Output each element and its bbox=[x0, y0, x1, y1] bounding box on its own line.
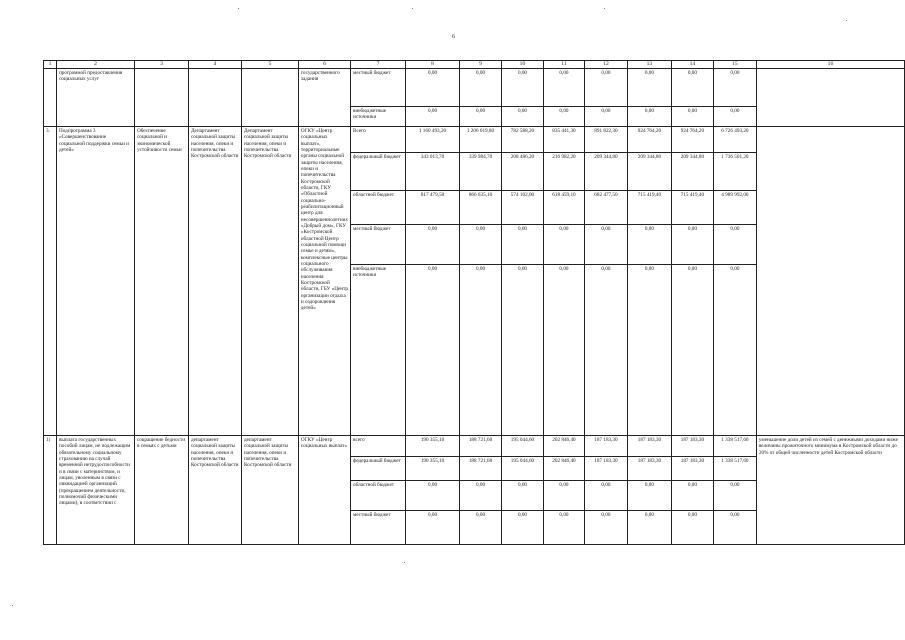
coexecutor-cell bbox=[241, 68, 298, 126]
amount-total-cell: 4 989 992,00 bbox=[713, 190, 756, 224]
event-name-cell: выплата государственных пособий лицам, не подлежащим обязательному социальному страхованию на случай временной нетрудоспособности и в связи с материнством, и лицам, уволенным в связи с ликвидацией организаций (прекращением деятельности, полномочий физическими лицами), в соответствии с bbox=[56, 435, 134, 544]
participant-cell: ОГКУ «Центр социальных выплат», территориальные органы социальной защиты населения, опеки и попечительства Костромской области, ГКУ «Областной социально-реабилитационный центр для несовершеннолетних «Добрый дом», ГКУ «Костромской областной Центр социальной помощи семье и детям», комплексные центры социального обслуживания населения Костромской области, ГБУ «Центр организации отдыха и оздоровления детей» bbox=[298, 126, 350, 435]
amount-cell: 0,00 bbox=[671, 224, 713, 264]
amount-cell: 0,00 bbox=[584, 224, 627, 264]
amount-cell: 782 588,20 bbox=[501, 126, 543, 152]
amount-cell: 209 344,80 bbox=[671, 152, 713, 190]
event-name-cell: программой предоставления социальных услуг bbox=[56, 68, 134, 126]
amount-cell: 0,00 bbox=[501, 106, 543, 126]
amount-cell: 187 183,30 bbox=[627, 435, 671, 456]
coexecutor-cell: департамент социальной защиты населения, опеки и попечительства Костромской области bbox=[241, 435, 298, 544]
funding-source-label: местный бюджет bbox=[351, 224, 406, 264]
amount-cell: 209 344,80 bbox=[627, 152, 671, 190]
amount-cell: 0,00 bbox=[671, 510, 713, 544]
amount-cell: 0,00 bbox=[543, 264, 584, 435]
goal-cell: Обеспечение социальной и экономической устойчивости семьи bbox=[134, 126, 188, 435]
amount-cell: 188 721,60 bbox=[460, 456, 502, 480]
amount-cell: 0,00 bbox=[671, 480, 713, 510]
amount-cell: 891 822,30 bbox=[584, 126, 627, 152]
amount-cell: 0,00 bbox=[671, 264, 713, 435]
amount-cell: 0,00 bbox=[501, 264, 543, 435]
funding-source-label: областной бюджет bbox=[351, 190, 406, 224]
participant-cell: государственного задания bbox=[298, 68, 350, 126]
column-number: 16 bbox=[756, 61, 904, 69]
amount-cell: 187 183,30 bbox=[584, 435, 627, 456]
amount-cell: 924 764,20 bbox=[671, 126, 713, 152]
amount-cell: 1 160 493,20 bbox=[406, 126, 460, 152]
amount-cell: 195 044,60 bbox=[501, 435, 543, 456]
column-number: 10 bbox=[501, 61, 543, 69]
amount-cell: 682 477,50 bbox=[584, 190, 627, 224]
amount-cell: 0,00 bbox=[543, 106, 584, 126]
scan-speck bbox=[846, 20, 847, 21]
amount-cell: 618 459,10 bbox=[543, 190, 584, 224]
funding-source-label: внебюджетные источники bbox=[351, 106, 406, 126]
coexecutor-cell: Департамент социальной защиты населения, опеки и попечительства Костромской области bbox=[241, 126, 298, 435]
amount-cell: 0,00 bbox=[584, 106, 627, 126]
column-number: 8 bbox=[406, 61, 460, 69]
amount-cell: 190 355,10 bbox=[406, 456, 460, 480]
column-number: 15 bbox=[713, 61, 756, 69]
amount-total-cell: 1 338 517,60 bbox=[713, 435, 756, 456]
amount-cell: 0,00 bbox=[584, 480, 627, 510]
executor-cell bbox=[188, 68, 241, 126]
amount-cell: 817 479,50 bbox=[406, 190, 460, 224]
column-number: 5 bbox=[241, 61, 298, 69]
amount-cell: 339 984,70 bbox=[460, 152, 502, 190]
column-number: 14 bbox=[671, 61, 713, 69]
funding-source-label: внебюджетные источники bbox=[351, 264, 406, 435]
column-number: 6 bbox=[298, 61, 350, 69]
table-row bbox=[44, 435, 905, 456]
amount-cell: 0,00 bbox=[543, 224, 584, 264]
column-number: 4 bbox=[188, 61, 241, 69]
event-name-cell: Подпрограмма 3 «Совершенствование социальной поддержки семьи и детей» bbox=[56, 126, 134, 435]
column-number: 13 bbox=[627, 61, 671, 69]
row-number-cell: 1) bbox=[44, 435, 57, 544]
executor-cell: Департамент социальной защиты населения, опеки и попечительства Костромской области bbox=[188, 126, 241, 435]
funding-source-label: местный бюджет bbox=[351, 68, 406, 106]
amount-cell: 0,00 bbox=[543, 510, 584, 544]
page-number: 6 bbox=[452, 34, 455, 40]
funding-source-label: местный бюджет bbox=[351, 510, 406, 544]
amount-cell: 202 846,40 bbox=[543, 456, 584, 480]
budget-table bbox=[43, 60, 905, 545]
amount-total-cell: 6 726 493,20 bbox=[713, 126, 756, 152]
executor-cell: департамент социальной защиты населения, опеки и попечительства Костромской области bbox=[188, 435, 241, 544]
funding-source-label: Всего bbox=[351, 126, 406, 152]
amount-cell: 0,00 bbox=[627, 224, 671, 264]
funding-source-label: всего bbox=[351, 435, 406, 456]
amount-cell: 0,00 bbox=[406, 480, 460, 510]
amount-cell: 0,00 bbox=[627, 68, 671, 106]
column-number: 2 bbox=[56, 61, 134, 69]
amount-total-cell: 0,00 bbox=[713, 480, 756, 510]
amount-cell: 574 102,00 bbox=[501, 190, 543, 224]
amount-cell: 208 486,20 bbox=[501, 152, 543, 190]
amount-cell: 715 419,40 bbox=[671, 190, 713, 224]
amount-cell: 0,00 bbox=[406, 264, 460, 435]
scan-speck bbox=[412, 8, 413, 9]
amount-cell: 187 183,30 bbox=[671, 456, 713, 480]
funding-source-label: федеральный бюджет bbox=[351, 152, 406, 190]
row-number-cell: 3. bbox=[44, 126, 57, 435]
row-number-cell bbox=[44, 68, 57, 126]
result-indicator-cell: уменьшение доли детей из семей с денежными доходами ниже величины прожиточного минимума в Костромской области до 20% от общей численности детей Костромской области bbox=[756, 435, 904, 544]
amount-cell: 0,00 bbox=[460, 68, 502, 106]
amount-cell: 0,00 bbox=[671, 106, 713, 126]
amount-cell: 0,00 bbox=[627, 106, 671, 126]
amount-cell: 0,00 bbox=[460, 480, 502, 510]
result-indicator-cell bbox=[756, 68, 904, 126]
amount-total-cell: 0,00 bbox=[713, 510, 756, 544]
amount-cell: 866 635,10 bbox=[460, 190, 502, 224]
amount-cell: 187 183,30 bbox=[671, 435, 713, 456]
scan-speck bbox=[404, 562, 405, 563]
amount-cell: 0,00 bbox=[627, 510, 671, 544]
amount-cell: 924 764,20 bbox=[627, 126, 671, 152]
amount-cell: 0,00 bbox=[501, 510, 543, 544]
funding-source-label: федеральный бюджет bbox=[351, 456, 406, 480]
column-number: 11 bbox=[543, 61, 584, 69]
amount-cell: 0,00 bbox=[584, 264, 627, 435]
amount-cell: 216 982,20 bbox=[543, 152, 584, 190]
goal-cell bbox=[134, 68, 188, 126]
amount-cell: 188 721,60 bbox=[460, 435, 502, 456]
participant-cell: ОГКУ «Центр социальных выплат» bbox=[298, 435, 350, 544]
column-number: 7 bbox=[351, 61, 406, 69]
amount-total-cell: 0,00 bbox=[713, 68, 756, 106]
funding-source-label: областной бюджет bbox=[351, 480, 406, 510]
amount-cell: 0,00 bbox=[584, 68, 627, 106]
table-row bbox=[44, 126, 905, 152]
amount-cell: 0,00 bbox=[501, 480, 543, 510]
amount-cell: 187 183,30 bbox=[584, 456, 627, 480]
amount-cell: 0,00 bbox=[406, 68, 460, 106]
scan-speck bbox=[604, 8, 605, 9]
amount-cell: 0,00 bbox=[584, 510, 627, 544]
amount-cell: 0,00 bbox=[406, 106, 460, 126]
amount-cell: 0,00 bbox=[460, 510, 502, 544]
column-number: 9 bbox=[460, 61, 502, 69]
amount-cell: 202 846,40 bbox=[543, 435, 584, 456]
amount-cell: 0,00 bbox=[460, 106, 502, 126]
amount-cell: 0,00 bbox=[627, 264, 671, 435]
amount-cell: 0,00 bbox=[543, 480, 584, 510]
amount-total-cell: 0,00 bbox=[713, 106, 756, 126]
amount-cell: 1 206 619,80 bbox=[460, 126, 502, 152]
scan-speck bbox=[238, 8, 239, 9]
amount-total-cell: 0,00 bbox=[713, 224, 756, 264]
amount-cell: 0,00 bbox=[543, 68, 584, 106]
column-number: 12 bbox=[584, 61, 627, 69]
result-indicator-cell bbox=[756, 126, 904, 435]
scan-speck bbox=[12, 605, 13, 606]
amount-cell: 0,00 bbox=[627, 480, 671, 510]
table-row bbox=[44, 68, 905, 106]
amount-total-cell: 1 338 517,60 bbox=[713, 456, 756, 480]
amount-cell: 187 183,30 bbox=[627, 456, 671, 480]
amount-cell: 195 044,60 bbox=[501, 456, 543, 480]
amount-total-cell: 0,00 bbox=[713, 264, 756, 435]
amount-cell: 0,00 bbox=[671, 68, 713, 106]
amount-total-cell: 1 736 501,20 bbox=[713, 152, 756, 190]
column-number: 3 bbox=[134, 61, 188, 69]
amount-cell: 0,00 bbox=[501, 68, 543, 106]
amount-cell: 0,00 bbox=[406, 510, 460, 544]
column-number: 1 bbox=[44, 61, 57, 69]
column-number-row bbox=[44, 61, 905, 69]
amount-cell: 190 355,10 bbox=[406, 435, 460, 456]
amount-cell: 0,00 bbox=[460, 264, 502, 435]
amount-cell: 343 013,70 bbox=[406, 152, 460, 190]
goal-cell: сокращение бедности в семьях с детьми bbox=[134, 435, 188, 544]
amount-cell: 209 344,80 bbox=[584, 152, 627, 190]
amount-cell: 835 441,30 bbox=[543, 126, 584, 152]
amount-cell: 0,00 bbox=[501, 224, 543, 264]
amount-cell: 715 419,40 bbox=[627, 190, 671, 224]
amount-cell: 0,00 bbox=[460, 224, 502, 264]
amount-cell: 0,00 bbox=[406, 224, 460, 264]
